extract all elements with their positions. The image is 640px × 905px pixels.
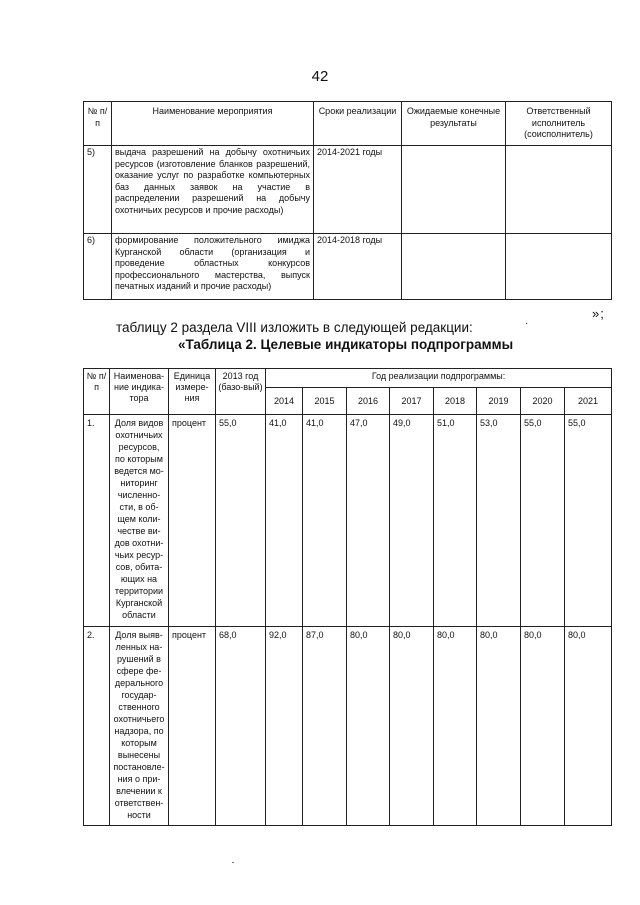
header-years-group: Год реализации подпрограммы: <box>266 369 612 388</box>
header-activity-name: Наименование мероприятия <box>112 102 314 146</box>
activity-executor <box>506 146 612 234</box>
header-year: 2017 <box>390 388 434 415</box>
indicator-value: 87,0 <box>303 627 347 826</box>
indicator-value: 80,0 <box>347 627 390 826</box>
indicator-value: 80,0 <box>521 627 565 826</box>
activity-name: выдача разрешений на добычу охотничьих ресурсов (изготовление бланков разрешений, оказание услуг по разработке компьютерных баз данных заявок на участие в распределении разрешений на добычу охотничьих ресурсов и прочие расходы) <box>112 146 314 234</box>
indicator-base: 68,0 <box>216 627 266 826</box>
header-unit: Единица измере-ния <box>169 369 216 415</box>
header-num: № п/п <box>84 369 110 415</box>
indicator-name: Доля выяв-ленных на-рушений в сфере фе-дерального государ-ственного охотничьего надзора, по которым вынесены постановле-ния о при-влечении к ответствен-ности <box>110 627 169 826</box>
indicator-value: 80,0 <box>477 627 521 826</box>
header-base-year: 2013 год (базо-вый) <box>216 369 266 415</box>
header-year: 2018 <box>434 388 477 415</box>
indicator-unit: процент <box>169 415 216 627</box>
header-executor: Ответственный исполнитель (соисполнитель) <box>506 102 612 146</box>
table2-title: «Таблица 2. Целевые индикаторы подпрограммы <box>178 337 514 352</box>
indicators-header-row <box>84 369 612 388</box>
indicator-value: 41,0 <box>303 415 347 627</box>
header-indicator-name: Наименова-ние индика-тора <box>110 369 169 415</box>
table-row <box>84 234 612 300</box>
scan-speck <box>232 862 234 863</box>
indicator-base: 55,0 <box>216 415 266 627</box>
activity-results <box>402 146 506 234</box>
indicator-value: 80,0 <box>434 627 477 826</box>
indicator-value: 49,0 <box>390 415 434 627</box>
table-row <box>84 146 612 234</box>
row-num: 5) <box>84 146 112 234</box>
table-row <box>84 627 612 826</box>
row-num: 2. <box>84 627 110 826</box>
activity-terms: 2014-2018 годы <box>314 234 402 300</box>
indicator-value: 55,0 <box>565 415 612 627</box>
indicator-value: 92,0 <box>266 627 303 826</box>
indicator-value: 41,0 <box>266 415 303 627</box>
header-year: 2014 <box>266 388 303 415</box>
indicator-value: 47,0 <box>347 415 390 627</box>
indicator-value: 80,0 <box>390 627 434 826</box>
header-year: 2021 <box>565 388 612 415</box>
header-year: 2019 <box>477 388 521 415</box>
row-num: 1. <box>84 415 110 627</box>
activities-table <box>83 101 612 300</box>
header-year: 2015 <box>303 388 347 415</box>
indicator-value: 80,0 <box>565 627 612 826</box>
header-num: № п/п <box>84 102 112 146</box>
activity-results <box>402 234 506 300</box>
stray-mark: · <box>525 318 529 329</box>
activity-executor <box>506 234 612 300</box>
activity-name: формирование положительного имиджа Курганской области (организация и проведение областных конкурсов профессионального мастерства, выпуск печатных изданий и прочие расходы) <box>112 234 314 300</box>
closing-quote: »; <box>592 306 605 321</box>
table-row <box>84 415 612 627</box>
row-num: 6) <box>84 234 112 300</box>
header-year: 2016 <box>347 388 390 415</box>
page-number: 42 <box>311 68 329 85</box>
indicator-value: 51,0 <box>434 415 477 627</box>
indicators-table <box>83 368 612 826</box>
intro-text: таблицу 2 раздела VIII изложить в следующей редакции: <box>116 320 473 335</box>
header-year: 2020 <box>521 388 565 415</box>
header-terms: Сроки реализации <box>314 102 402 146</box>
header-results: Ожидаемые конечные результаты <box>402 102 506 146</box>
indicator-value: 53,0 <box>477 415 521 627</box>
indicator-name: Доля видов охотничьих ресурсов, по которым ведется мо-ниторинг численно-сти, в об-щем коли-честве ви-дов охотни-чьих ресур-сов, обита-ющих на территории Курганской области <box>110 415 169 627</box>
activities-header-row <box>84 102 612 146</box>
indicator-value: 55,0 <box>521 415 565 627</box>
activity-terms: 2014-2021 годы <box>314 146 402 234</box>
indicator-unit: процент <box>169 627 216 826</box>
